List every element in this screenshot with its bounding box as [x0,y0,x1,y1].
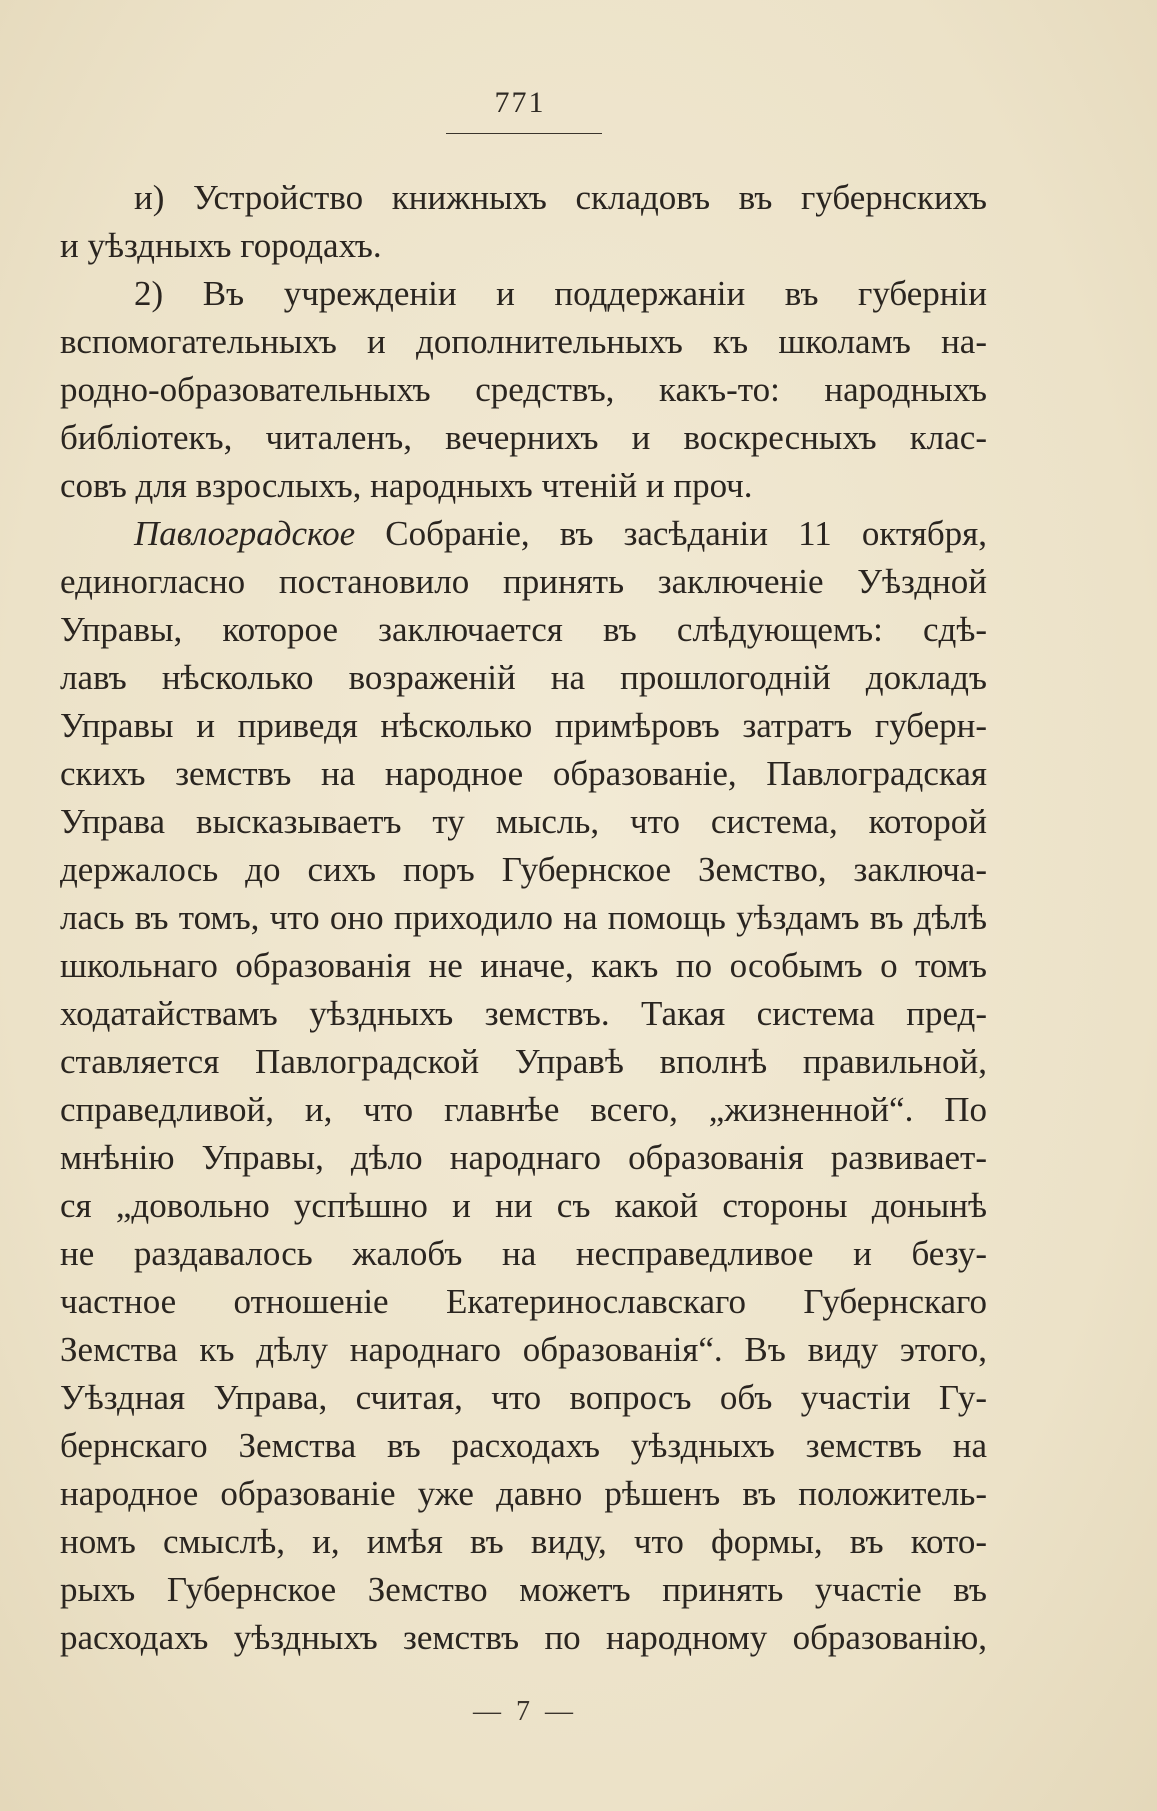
text-line: 2) Въ учрежденіи и поддержаніи въ губерніи [134,274,987,313]
header-rule [446,133,602,134]
text-span: Собраніе, въ засѣданіи 11 октября, [355,514,987,553]
text-line: бернскаго Земства въ расходахъ уѣздныхъ земствъ на [60,1426,987,1465]
text-line: вспомогательныхъ и дополнительныхъ къ школамъ на- [60,322,987,361]
text-line: справедливой, и, что главнѣе всего, „жизненной“. По [60,1090,987,1129]
text-line: Управа высказываетъ ту мысль, что система, которой [60,802,987,841]
text-line: не раздавалось жалобъ на несправедливое и безу- [60,1234,987,1273]
text-line: держалось до сихъ поръ Губернское Земство, заключа- [60,850,987,889]
text-line: лась въ томъ, что оно приходило на помощь уѣздамъ въ дѣлѣ [60,898,987,937]
text-line: Земства къ дѣлу народнаго образованія“. Въ виду этого, [60,1330,987,1369]
text-line: народное образованіе уже давно рѣшенъ въ положитель- [60,1474,987,1513]
text-line: Управы и приведя нѣсколько примѣровъ затратъ губерн- [60,706,987,745]
text-line: рыхъ Губернское Земство можетъ принять участіе въ [60,1570,987,1609]
text-line: частное отношеніе Екатеринославскаго Губернскаго [60,1282,987,1321]
text-line: Управы, которое заключается въ слѣдующемъ: сдѣ- [60,610,987,649]
text-line: лавъ нѣсколько возраженій на прошлогодній докладъ [60,658,987,697]
text-line: Уѣздная Управа, считая, что вопросъ объ участіи Гу- [60,1378,987,1417]
text-line-first [60,510,987,558]
text-line: школьнаго образованія не иначе, какъ по особымъ о томъ [60,946,987,985]
text-line: скихъ земствъ на народное образованіе, Павлоградская [60,754,987,793]
text-line: расходахъ уѣздныхъ земствъ по народному образованію, [60,1618,987,1657]
text-line: ставляется Павлоградской Управѣ вполнѣ правильной, [60,1042,987,1081]
text-line: мнѣнію Управы, дѣло народнаго образованія развивает- [60,1138,987,1177]
text-line: ся „довольно успѣшно и ни съ какой стороны донынѣ [60,1186,987,1225]
text-line: ходатайствамъ уѣздныхъ земствъ. Такая система пред- [60,994,987,1033]
text-line: совъ для взрослыхъ, народныхъ чтеній и проч. [60,466,753,505]
place-name-italic: Павлоградское [134,514,356,553]
page-footer-number: — 7 — [473,1696,577,1727]
text-line: родно-образовательныхъ средствъ, какъ-то: народныхъ [60,370,987,409]
text-line: и) Устройство книжныхъ складовъ въ губернскихъ [134,178,987,217]
text-line: номъ смыслѣ, и, имѣя въ виду, что формы, въ кото- [60,1522,987,1561]
text-line: библіотекъ, читаленъ, вечернихъ и воскресныхъ клас- [60,418,987,457]
text-line: и уѣздныхъ городахъ. [60,226,382,265]
page-header-number: 771 [494,86,546,119]
body-text [60,174,987,1662]
text-line: единогласно постановило принять заключеніе Уѣздной [60,562,987,601]
